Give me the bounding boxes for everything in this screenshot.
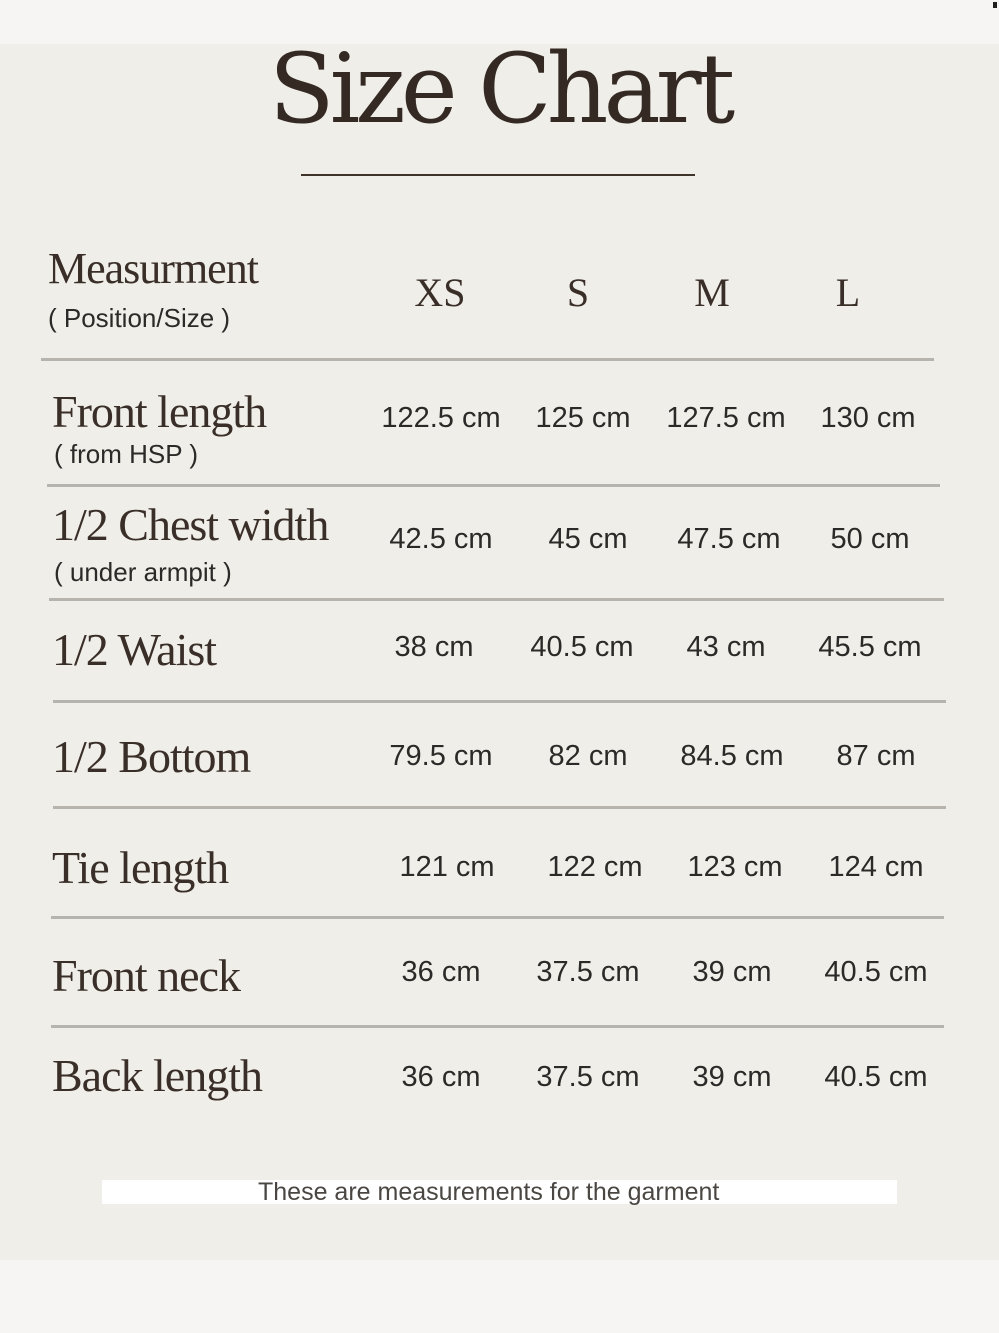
row-label-waist: 1/2 Waist (52, 624, 217, 675)
cell-chest-width-l: 50 cm (830, 523, 910, 555)
row-label-tie-length: Tie length (52, 842, 229, 893)
row-divider (53, 806, 946, 809)
header-divider (41, 358, 934, 361)
cell-tie-length-m: 123 cm (687, 851, 783, 883)
page-title: Size Chart (268, 33, 731, 145)
cell-front-length-m: 127.5 cm (666, 402, 786, 434)
row-label-bottom: 1/2 Bottom (52, 731, 251, 782)
cell-front-neck-m: 39 cm (692, 956, 772, 988)
cell-waist-l: 45.5 cm (818, 631, 922, 663)
cell-waist-s: 40.5 cm (530, 631, 634, 663)
cell-bottom-xs: 79.5 cm (389, 740, 493, 772)
size-header-xs: XS (414, 270, 466, 315)
cell-front-length-s: 125 cm (535, 402, 631, 434)
cell-waist-m: 43 cm (686, 631, 766, 663)
row-divider (49, 598, 944, 601)
row-divider (51, 916, 944, 919)
row-label-back-length: Back length (52, 1050, 262, 1101)
cell-chest-width-s: 45 cm (548, 523, 628, 555)
row-divider (53, 700, 946, 703)
cell-tie-length-l: 124 cm (828, 851, 924, 883)
header-label: Measurment (48, 244, 258, 293)
row-label-chest-width: 1/2 Chest width (52, 499, 329, 550)
row-label-front-length: Front length (52, 386, 267, 437)
cell-chest-width-xs: 42.5 cm (389, 523, 493, 555)
cell-front-neck-s: 37.5 cm (536, 956, 640, 988)
cell-front-length-l: 130 cm (820, 402, 916, 434)
cell-front-neck-l: 40.5 cm (824, 956, 928, 988)
row-divider (51, 1025, 944, 1028)
row-label-front-neck: Front neck (52, 950, 241, 1001)
footnote-text: These are measurements for the garment (258, 1178, 720, 1206)
cell-chest-width-m: 47.5 cm (677, 523, 781, 555)
cell-back-length-m: 39 cm (692, 1061, 772, 1093)
row-sub-chest-width: ( under armpit ) (54, 557, 232, 587)
corner-mark (993, 2, 997, 8)
size-header-m: M (694, 270, 730, 315)
cell-bottom-l: 87 cm (836, 740, 916, 772)
row-divider (47, 484, 940, 487)
cell-front-length-xs: 122.5 cm (381, 402, 501, 434)
size-header-s: S (566, 270, 590, 315)
cell-waist-xs: 38 cm (394, 631, 474, 663)
cell-front-neck-xs: 36 cm (401, 956, 481, 988)
cell-back-length-xs: 36 cm (401, 1061, 481, 1093)
cell-bottom-s: 82 cm (548, 740, 628, 772)
cell-back-length-l: 40.5 cm (824, 1061, 928, 1093)
cell-tie-length-xs: 121 cm (399, 851, 495, 883)
cell-bottom-m: 84.5 cm (680, 740, 784, 772)
title-underline (301, 174, 695, 176)
cell-back-length-s: 37.5 cm (536, 1061, 640, 1093)
size-header-l: L (835, 270, 861, 315)
header-sublabel: ( Position/Size ) (48, 303, 231, 333)
row-sub-front-length: ( from HSP ) (54, 439, 198, 469)
cell-tie-length-s: 122 cm (547, 851, 643, 883)
